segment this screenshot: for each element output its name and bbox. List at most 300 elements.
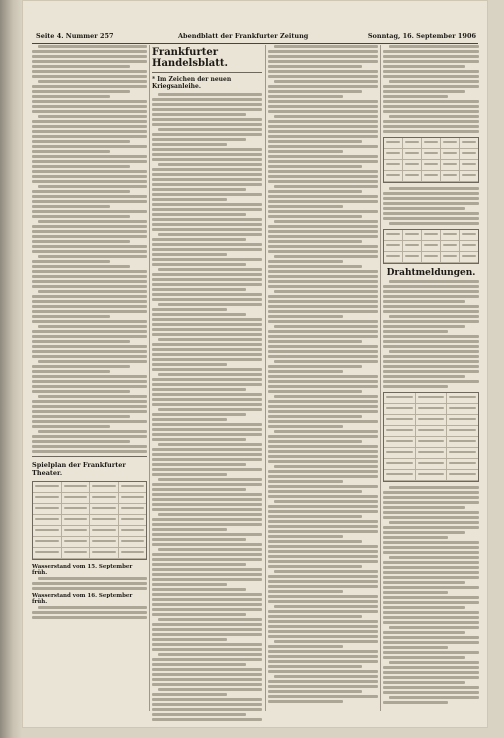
water-level-heading-1: Wasserstand vom 15. September früh.: [32, 564, 133, 576]
text-line: [152, 648, 262, 651]
text-line: [32, 190, 130, 193]
table-cell: [447, 415, 478, 425]
text-line: [268, 175, 378, 178]
text-line: [268, 520, 378, 523]
text-line: [268, 140, 362, 143]
text-line: [152, 118, 262, 121]
text-line: [158, 338, 262, 341]
text-line: [405, 174, 419, 176]
table-row: [33, 537, 146, 548]
text-line: [383, 305, 479, 308]
text-line: [158, 93, 262, 96]
text-line: [268, 630, 378, 633]
text-line: [32, 250, 147, 253]
text-line: [64, 518, 88, 520]
text-line: [386, 418, 413, 420]
text-line: [274, 500, 378, 503]
table-row: [384, 426, 478, 437]
text-line: [152, 423, 262, 426]
text-line: [389, 280, 479, 283]
text-line: [158, 653, 262, 656]
text-line: [268, 600, 378, 603]
text-line: [32, 75, 147, 78]
text-line: [268, 145, 378, 148]
text-line: [268, 110, 378, 113]
table-cell: [384, 426, 416, 436]
text-line: [268, 435, 378, 438]
text-line: [418, 429, 445, 431]
text-line: [32, 110, 147, 113]
text-line: [268, 480, 343, 483]
text-line: [32, 60, 147, 63]
text-line: [274, 605, 378, 608]
text-line: [268, 425, 343, 428]
text-line: [383, 125, 479, 128]
text-line: [32, 245, 147, 248]
text-line: [449, 462, 476, 464]
text-line: [268, 545, 378, 548]
text-line: [152, 498, 262, 501]
text-line: [383, 55, 479, 58]
text-line: [152, 198, 227, 201]
text-line: [35, 551, 59, 553]
text-line: [383, 300, 465, 303]
text-line: [268, 685, 378, 688]
text-line: [268, 450, 378, 453]
text-line: [152, 448, 262, 451]
text-line: [32, 350, 147, 353]
table-cell: [119, 537, 147, 547]
text-line: [32, 225, 147, 228]
text-line: [383, 621, 479, 624]
text-line: [152, 568, 262, 571]
text-line: [383, 295, 479, 298]
text-line: [268, 380, 378, 383]
text-line: [268, 215, 362, 218]
text-line: [32, 300, 147, 303]
text-line: [268, 460, 378, 463]
text-line: [405, 152, 419, 154]
text-line: [152, 168, 262, 171]
table-cell: [119, 515, 147, 525]
text-line: [405, 141, 419, 143]
text-line: [268, 310, 378, 313]
text-line: [268, 495, 378, 498]
column-1: [32, 45, 147, 621]
text-line: [152, 383, 262, 386]
text-line: [386, 451, 413, 453]
text-line: [274, 640, 378, 643]
table-cell: [416, 393, 448, 403]
article-text: [383, 45, 479, 133]
text-line: [92, 518, 116, 520]
text-line: [386, 244, 400, 246]
text-line: [32, 230, 147, 233]
text-line: [152, 683, 262, 686]
text-line: [152, 188, 246, 191]
text-line: [32, 65, 130, 68]
text-line: [268, 490, 362, 493]
text-line: [443, 174, 457, 176]
text-line: [268, 585, 378, 588]
text-line: [268, 225, 378, 228]
table-cell: [33, 493, 62, 503]
text-line: [92, 496, 116, 498]
text-line: [268, 625, 378, 628]
table-cell: [422, 138, 441, 148]
text-line: [268, 575, 378, 578]
text-line: [32, 425, 110, 428]
text-line: [152, 173, 262, 176]
text-line: [418, 462, 445, 464]
text-line: [64, 540, 88, 542]
text-line: [152, 438, 246, 441]
text-line: [152, 518, 262, 521]
table-cell: [119, 482, 147, 492]
table-cell: [384, 448, 416, 458]
text-line: [268, 100, 378, 103]
table-row: [384, 459, 478, 470]
text-line: [268, 475, 378, 478]
text-line: [32, 205, 110, 208]
text-line: [32, 50, 147, 53]
text-line: [32, 355, 147, 358]
text-line: [383, 192, 479, 195]
text-line: [152, 413, 246, 416]
text-line: [32, 160, 147, 163]
text-line: [38, 290, 147, 293]
text-line: [383, 120, 479, 123]
text-line: [32, 100, 147, 103]
text-line: [121, 529, 145, 531]
text-line: [389, 45, 479, 48]
text-line: [121, 496, 145, 498]
text-line: [158, 408, 262, 411]
text-line: [383, 50, 479, 53]
text-line: [383, 671, 479, 674]
text-line: [268, 615, 362, 618]
text-line: [268, 60, 378, 63]
text-line: [268, 635, 378, 638]
text-line: [383, 325, 465, 328]
text-line: [383, 65, 465, 68]
text-line: [383, 616, 479, 619]
text-line: [158, 443, 262, 446]
text-line: [383, 676, 479, 679]
text-line: [92, 551, 116, 553]
text-line: [268, 95, 343, 98]
text-line: [152, 708, 262, 711]
text-line: [449, 429, 476, 431]
text-line: [268, 340, 362, 343]
text-line: [386, 396, 413, 398]
text-line: [274, 675, 378, 678]
text-line: [32, 400, 147, 403]
table-row: [384, 404, 478, 415]
text-line: [158, 548, 262, 551]
text-line: [35, 507, 59, 509]
divider: [152, 72, 262, 73]
text-line: [383, 526, 479, 529]
table-cell: [460, 171, 478, 181]
table-row: [384, 415, 478, 426]
text-line: [152, 668, 262, 671]
text-line: [38, 325, 147, 328]
text-line: [268, 90, 362, 93]
text-line: [158, 618, 262, 621]
table-cell: [447, 459, 478, 469]
text-line: [38, 220, 147, 223]
text-line: [121, 507, 145, 509]
text-line: [424, 163, 438, 165]
text-line: [389, 626, 479, 629]
text-line: [462, 163, 476, 165]
text-line: [152, 663, 246, 666]
table-cell: [460, 149, 478, 159]
text-line: [64, 551, 88, 553]
text-line: [389, 521, 479, 524]
text-line: [32, 582, 147, 585]
text-line: [268, 550, 378, 553]
text-line: [383, 591, 448, 594]
text-line: [32, 195, 147, 198]
text-line: [38, 185, 147, 188]
text-line: [152, 643, 262, 646]
text-line: [418, 473, 445, 475]
table-cell: [384, 393, 416, 403]
table-cell: [422, 171, 441, 181]
text-line: [268, 170, 378, 173]
text-line: [32, 70, 147, 73]
text-line: [32, 200, 147, 203]
text-line: [268, 660, 378, 663]
exchange-table: [383, 392, 479, 482]
table-cell: [447, 393, 478, 403]
text-line: [158, 303, 262, 306]
text-line: [268, 335, 378, 338]
text-line: [152, 323, 262, 326]
table-row: [384, 171, 478, 182]
text-line: [449, 440, 476, 442]
text-line: [274, 465, 378, 468]
text-line: [443, 141, 457, 143]
text-line: [383, 546, 479, 549]
table-cell: [33, 548, 62, 558]
text-line: [152, 328, 262, 331]
text-line: [449, 473, 476, 475]
divider: [32, 456, 147, 457]
text-line: [268, 595, 378, 598]
table-cell: [119, 526, 147, 536]
text-line: [158, 373, 262, 376]
table-cell: [33, 526, 62, 536]
text-line: [268, 305, 378, 308]
text-line: [152, 378, 262, 381]
table-cell: [119, 504, 147, 514]
text-line: [38, 360, 147, 363]
text-line: [32, 120, 147, 123]
table-cell: [422, 149, 441, 159]
text-line: [158, 268, 262, 271]
text-line: [383, 90, 465, 93]
text-line: [268, 405, 378, 408]
text-line: [389, 187, 479, 190]
text-line: [274, 360, 378, 363]
text-line: [268, 385, 378, 388]
text-line: [268, 280, 378, 283]
table-cell: [416, 404, 448, 414]
text-line: [32, 415, 130, 418]
text-line: [152, 588, 246, 591]
text-line: [32, 235, 147, 238]
text-line: [405, 233, 419, 235]
text-line: [405, 244, 419, 246]
text-line: [389, 222, 479, 225]
table-cell: [384, 252, 403, 262]
text-line: [383, 686, 479, 689]
text-line: [152, 123, 262, 126]
text-line: [152, 473, 227, 476]
text-line: [383, 310, 479, 313]
table-row: [384, 230, 478, 241]
table-cell: [460, 241, 478, 251]
text-line: [32, 345, 147, 348]
text-line: [152, 218, 262, 221]
book-spine: [0, 0, 22, 738]
text-line: [268, 620, 378, 623]
text-line: [152, 253, 227, 256]
table-cell: [460, 252, 478, 262]
text-line: [152, 353, 262, 356]
text-line: [418, 451, 445, 453]
text-line: [268, 330, 378, 333]
table-row: [33, 493, 146, 504]
text-line: [386, 462, 413, 464]
text-line: [268, 445, 378, 448]
text-line: [418, 440, 445, 442]
text-line: [32, 85, 147, 88]
text-line: [268, 555, 378, 558]
text-line: [383, 636, 479, 639]
table-cell: [460, 138, 478, 148]
text-line: [152, 488, 246, 491]
text-line: [32, 375, 147, 378]
table-cell: [90, 482, 119, 492]
table-cell: [441, 241, 460, 251]
text-line: [274, 395, 378, 398]
text-line: [152, 108, 262, 111]
text-line: [268, 150, 343, 153]
article-text: [383, 486, 479, 704]
text-line: [152, 418, 227, 421]
text-line: [152, 213, 246, 216]
table-cell: [384, 160, 403, 170]
text-line: [32, 445, 147, 448]
table-cell: [384, 149, 403, 159]
table-cell: [422, 160, 441, 170]
text-line: [449, 396, 476, 398]
table-cell: [33, 515, 62, 525]
table-cell: [447, 437, 478, 447]
text-line: [383, 385, 448, 388]
text-line: [152, 283, 262, 286]
text-line: [268, 295, 378, 298]
article-text: [383, 187, 479, 225]
text-line: [424, 244, 438, 246]
text-line: [268, 75, 378, 78]
table-cell: [441, 230, 460, 240]
theater-table: [32, 481, 147, 560]
text-line: [35, 518, 59, 520]
text-line: [268, 350, 378, 353]
text-line: [424, 141, 438, 143]
text-line: [152, 598, 262, 601]
text-line: [32, 330, 147, 333]
text-line: [32, 215, 130, 218]
text-line: [32, 280, 147, 283]
text-line: [274, 115, 378, 118]
text-line: [152, 603, 262, 606]
section-title-telegrams: Drahtmeldungen.: [386, 268, 476, 278]
text-line: [383, 576, 479, 579]
text-line: [38, 80, 147, 83]
text-line: [424, 174, 438, 176]
text-line: [405, 163, 419, 165]
text-line: [152, 348, 262, 351]
text-line: [152, 608, 262, 611]
text-line: [268, 655, 378, 658]
text-line: [152, 673, 262, 676]
text-line: [268, 70, 378, 73]
text-line: [383, 561, 479, 564]
text-line: [383, 641, 479, 644]
table-cell: [447, 448, 478, 458]
text-line: [274, 570, 378, 573]
column-2: [152, 45, 262, 723]
text-line: [268, 235, 378, 238]
text-line: [152, 543, 262, 546]
text-line: [152, 388, 246, 391]
table-row: [384, 470, 478, 481]
table-cell: [447, 470, 478, 480]
table-cell: [33, 504, 62, 514]
table-cell: [441, 171, 460, 181]
text-line: [152, 583, 227, 586]
text-line: [383, 496, 479, 499]
table-row: [384, 437, 478, 448]
text-line: [274, 255, 378, 258]
table-row: [33, 482, 146, 493]
table-cell: [62, 548, 91, 558]
text-line: [383, 531, 465, 534]
table-cell: [384, 470, 416, 480]
text-line: [274, 325, 378, 328]
text-line: [268, 65, 362, 68]
text-line: [32, 380, 147, 383]
text-line: [32, 180, 147, 183]
text-line: [152, 558, 262, 561]
text-line: [268, 485, 378, 488]
text-line: [386, 163, 400, 165]
text-line: [152, 508, 262, 511]
text-line: [64, 496, 88, 498]
water-level-heading-2: Wasserstand vom 16. September früh.: [32, 593, 133, 605]
table-cell: [384, 171, 403, 181]
table-cell: [62, 482, 91, 492]
table-cell: [422, 252, 441, 262]
table-cell: [416, 459, 448, 469]
text-line: [32, 130, 147, 133]
